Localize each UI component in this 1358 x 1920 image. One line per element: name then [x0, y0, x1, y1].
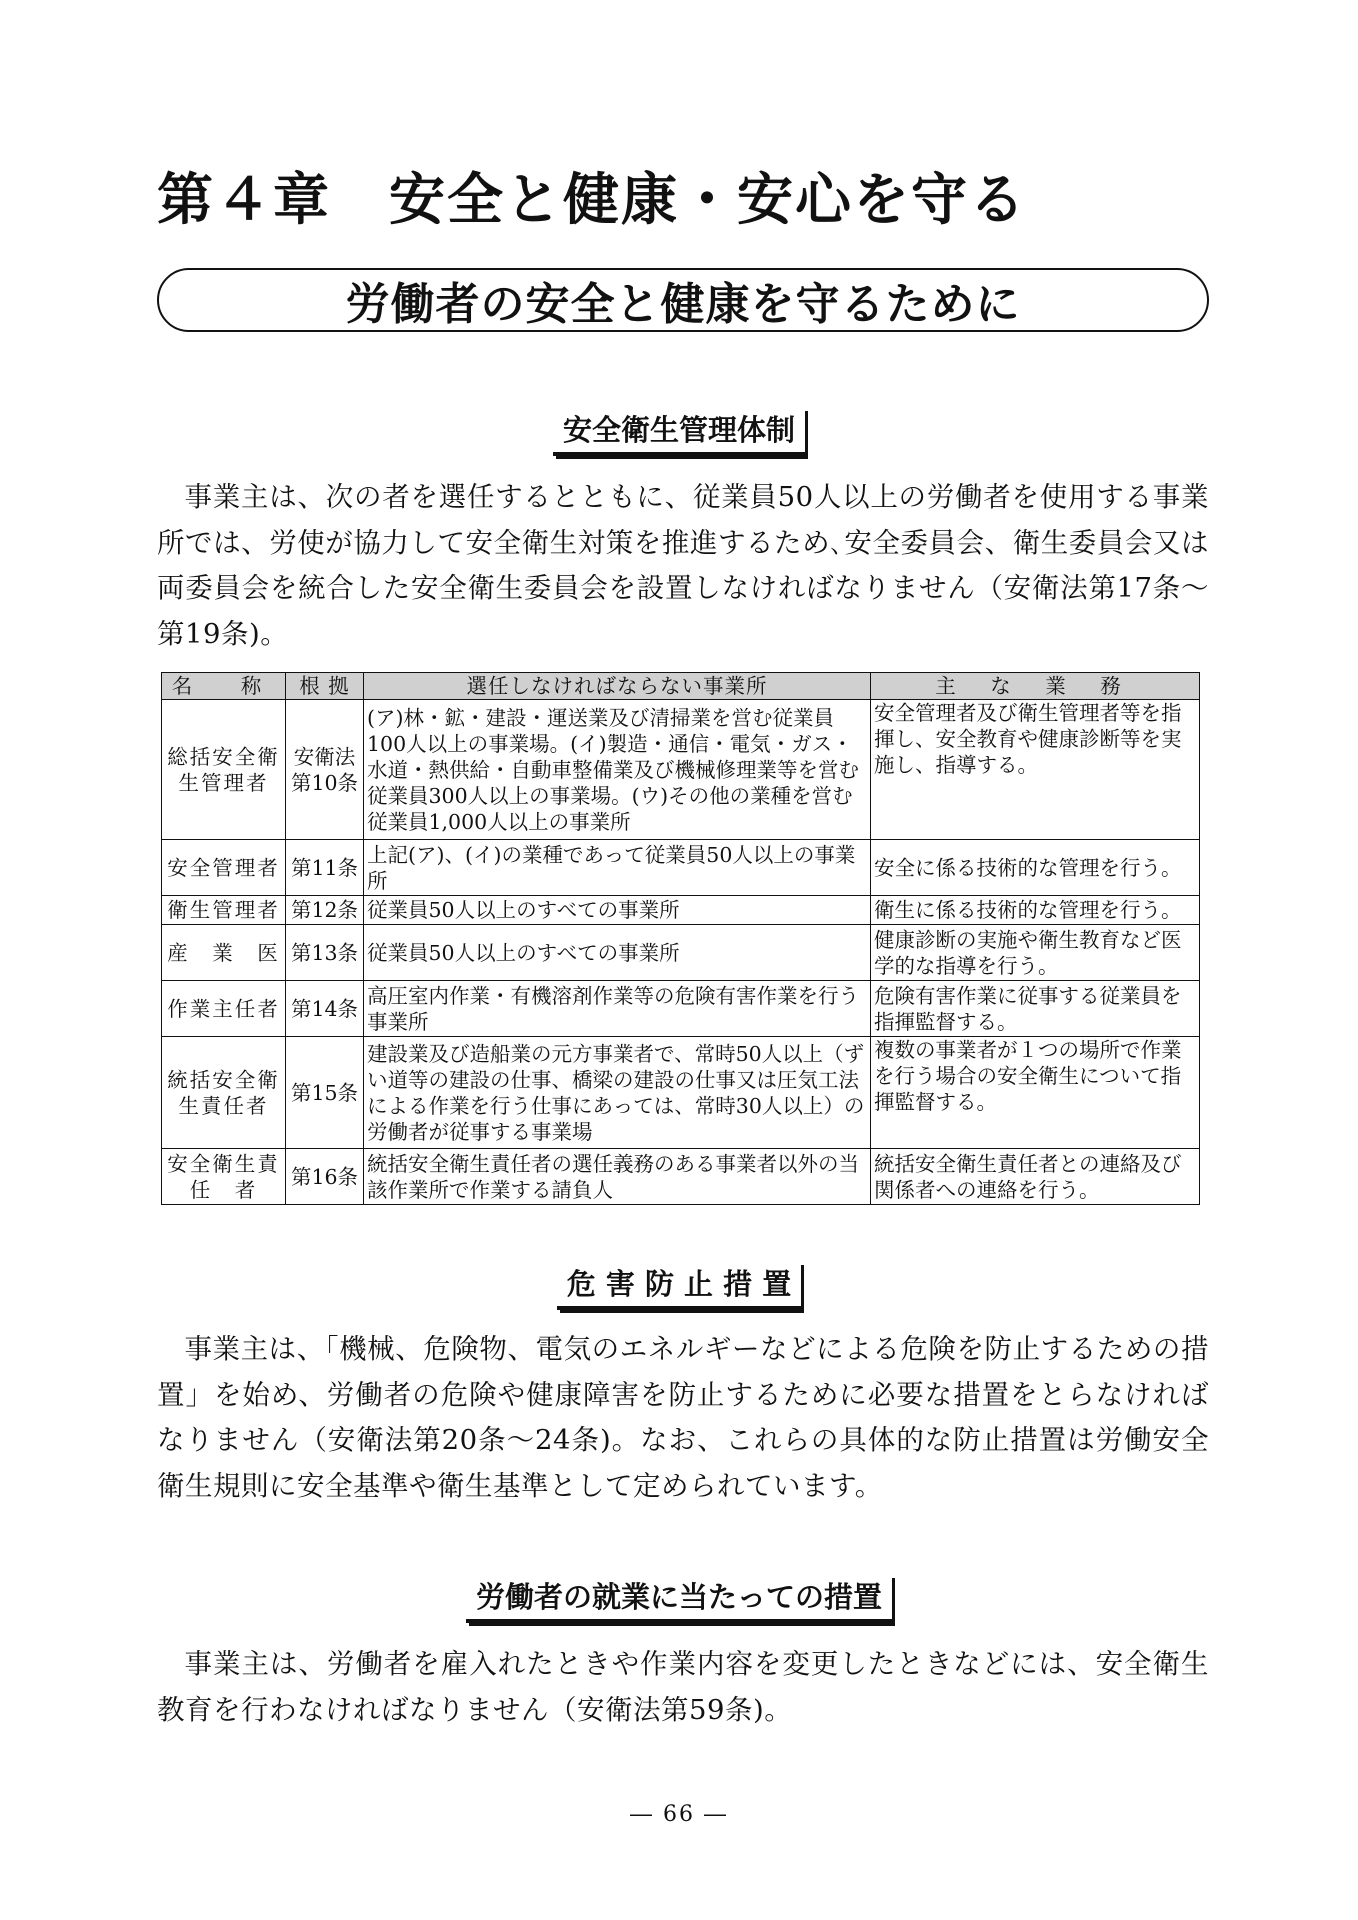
cell-workplace: (ア)林・鉱・建設・運送業及び清掃業を営む従業員100人以上の事業場。(イ)製造・通信・電気・ガス・水道・熱供給・自動車整備業及び機械修理業等を営む従業員300人以上の事業場。(ウ)その他の業種を営む従業員1,000人以上の事業所 [364, 700, 871, 840]
cell-name: 総括安全衛生管理者 [162, 700, 286, 840]
table-row [162, 925, 1200, 981]
cell-law: 第16条 [286, 1149, 364, 1205]
cell-workplace: 統括安全衛生責任者の選任義務のある事業者以外の当該作業所で作業する請負人 [364, 1149, 871, 1205]
paragraph-hazard-prevention: 事業主は、「機械、危険物、電気のエネルギーなどによる危険を防止するための措置」を始め、労働者の危険や健康障害を防止するために必要な措置をとらなければなりません（安衛法第20条～24条)。なお、これらの具体的な防止措置は労働安全衛生規則に安全基準や衛生基準として定められています。 [157, 1333, 1209, 1502]
heading-safety-management [0, 408, 1358, 456]
table-row [162, 700, 1200, 840]
header-law: 根 拠 [286, 673, 364, 700]
cell-name: 統括安全衛生責任者 [162, 1037, 286, 1149]
header-duty: 主 な 業 務 [871, 673, 1200, 700]
cell-duty: 複数の事業者が１つの場所で作業を行う場合の安全衛生について指揮監督する。 [871, 1037, 1200, 1149]
cell-duty: 健康診断の実施や衛生教育など医学的な指導を行う。 [871, 925, 1200, 981]
cell-workplace: 従業員50人以上のすべての事業所 [364, 925, 871, 981]
cell-workplace: 従業員50人以上のすべての事業所 [364, 896, 871, 925]
heading-safety-management-text: 安全衛生管理体制 [553, 408, 805, 456]
paragraph-safety-management: 事業主は、次の者を選任するとともに、従業員50人以上の労働者を使用する事業所では、労使が協力して安全衛生対策を推進するため､安全委員会、衛生委員会又は両委員会を統合した安全衛生委員会を設置しなければなりません（安衛法第17条～第19条)。 [157, 481, 1209, 650]
heading-hazard-prevention [0, 1262, 1358, 1310]
cell-law: 第14条 [286, 981, 364, 1037]
cell-name: 安全衛生責 任 者 [162, 1149, 286, 1205]
table-row [162, 1037, 1200, 1149]
section-banner [157, 268, 1209, 332]
header-name: 名 称 [162, 673, 286, 700]
heading-employment-measures-text: 労働者の就業に当たっての措置 [466, 1575, 892, 1623]
cell-duty: 安全に係る技術的な管理を行う。 [871, 840, 1200, 896]
page-number: ― 66 ― [630, 1802, 728, 1827]
cell-law: 安衛法第10条 [286, 700, 364, 840]
table-row [162, 896, 1200, 925]
cell-name: 産 業 医 [162, 925, 286, 981]
cell-name: 作業主任者 [162, 981, 286, 1037]
table-row [162, 1149, 1200, 1205]
cell-workplace: 上記(ア)、(イ)の業種であって従業員50人以上の事業所 [364, 840, 871, 896]
cell-duty: 危険有害作業に従事する従業員を指揮監督する。 [871, 981, 1200, 1037]
section-banner-title: 労働者の安全と健康を守るために [345, 279, 1021, 330]
header-workplace: 選任しなければならない事業所 [364, 673, 871, 700]
cell-law: 第12条 [286, 896, 364, 925]
officer-table [161, 672, 1200, 1205]
heading-hazard-prevention-text: 危 害 防 止 措 置 [557, 1262, 801, 1310]
cell-name: 安全管理者 [162, 840, 286, 896]
cell-duty: 安全管理者及び衛生管理者等を指揮し、安全教育や健康診断等を実施し、指導する。 [871, 700, 1200, 840]
cell-law: 第15条 [286, 1037, 364, 1149]
cell-duty: 衛生に係る技術的な管理を行う。 [871, 896, 1200, 925]
cell-workplace: 高圧室内作業・有機溶剤作業等の危険有害作業を行う事業所 [364, 981, 871, 1037]
heading-employment-measures [0, 1575, 1358, 1623]
cell-duty: 統括安全衛生責任者との連絡及び関係者への連絡を行う。 [871, 1149, 1200, 1205]
table-row [162, 840, 1200, 896]
table-header-row [162, 673, 1200, 700]
cell-law: 第13条 [286, 925, 364, 981]
paragraph-employment-measures: 事業主は、労働者を雇入れたときや作業内容を変更したときなどには、安全衛生教育を行わなければなりません（安衛法第59条)。 [157, 1648, 1209, 1726]
chapter-title: 第４章 安全と健康・安心を守る [157, 168, 1027, 233]
cell-workplace: 建設業及び造船業の元方事業者で、常時50人以上（ずい道等の建設の仕事、橋梁の建設の仕事又は圧気工法による作業を行う仕事にあっては、常時30人以上）の労働者が従事する事業場 [364, 1037, 871, 1149]
cell-name: 衛生管理者 [162, 896, 286, 925]
cell-law: 第11条 [286, 840, 364, 896]
table-row [162, 981, 1200, 1037]
